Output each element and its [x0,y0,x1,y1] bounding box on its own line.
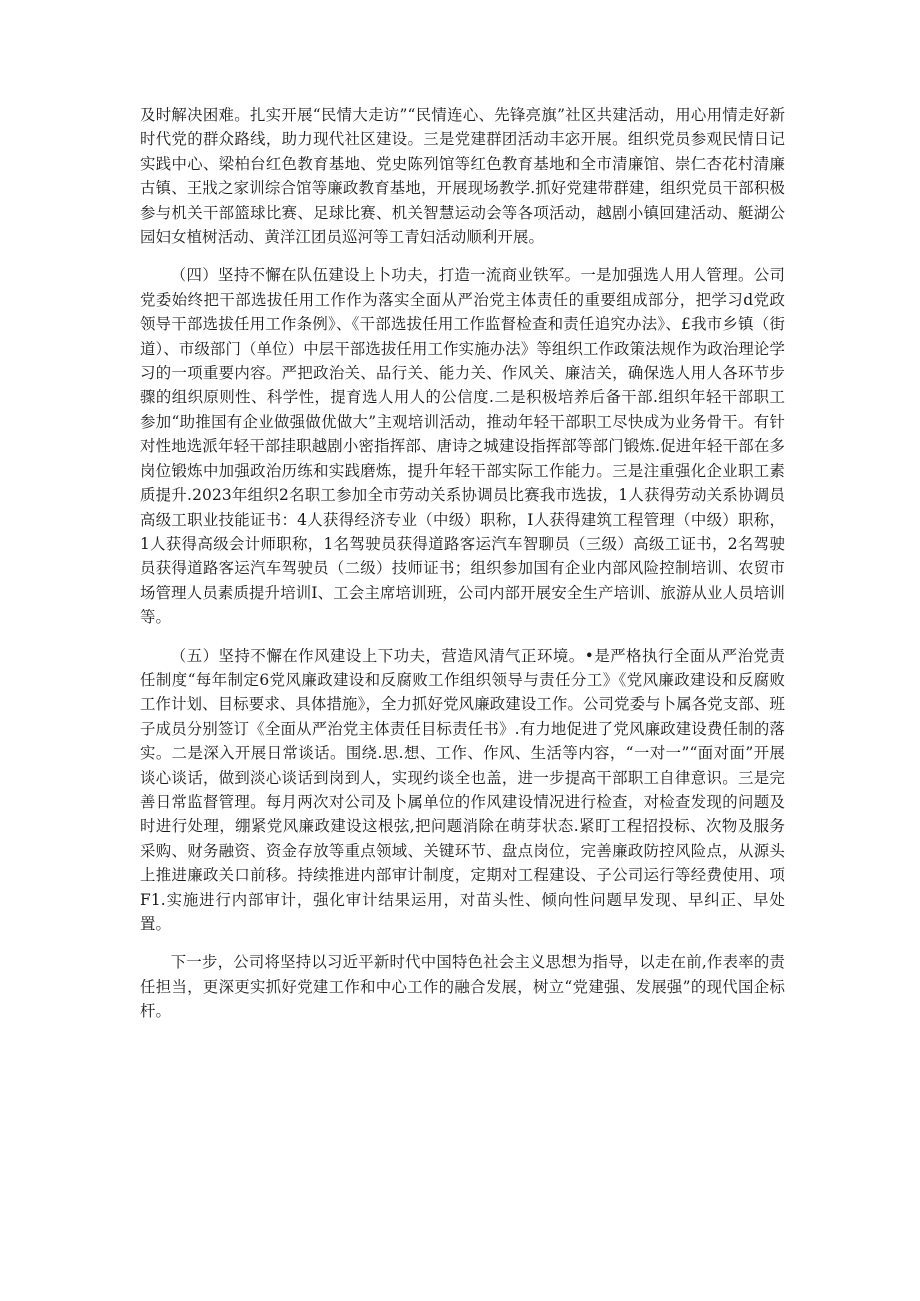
paragraph-next-steps: 下一步，公司将坚持以习近平新时代中国特色社会主义思想为指导，以走在前,作表率的责任担当，更深更实抓好党建工作和中心工作的融合发展，树立“党建强、发展强”的现代国企标杆。 [140,953,785,1021]
paragraph-community-activities: 及时解决困难。扎实开展“民情大走访”“民情连心、先锋亮旗”社区共建活动，用心用情走好新时代党的群众路线，助力现代社区建设。三是党建群团活动丰宓开展。组织党员参观民情日记实践中心、梁柏台红色教育基地、党史陈列馆等红色教育基地和全市清廉馆、崇仁杏花村清廉古镇、王戕之家训综合馆等廉政教育基地，开展现场教学.抓好党建带群建，组织党员干部积极参与机关干部篮球比赛、足球比赛、机关智慧运动会等各项活动，越剧小镇回建活动、艇湖公园妇女植树活动、黄洋江团员巡河等工青妇活动顺利开展。 [140,106,785,247]
paragraph-work-style: （五）坚持不懈在作风建设上下功夫，营造风清气正环境。•是严格执行全面从严治党责任制度“每年制定6党风廉政建设和反腐败工作组织领导与责任分工》《党风廉政建设和反腐败工作计划、目标要求、具体措施》，全力抓好党风廉政建设工作。公司党委与卜属各党支部、班子成员分别签订《全面从严治党主体责任目标责任书》.有力地促进了党风廉政建设费任制的落实。二是深入开展日常谈话。围绕.思.想、工作、作风、生活等内容，“一对一”“面对面”开展谈心谈话，做到淡心谈话到岗到人，实现约谈全也盖，进一步提高干部职工自律意识。三是完善日常监督管理。每月两次对公司及卜属单位的作风建设情况进行检查，对检查发现的问题及时进行处理，绷紧党风廉政建设这根弦,把问题消除在萌芽状态.紧盯工程招投标、次物及服务采购、财务融资、资金存放等重点领域、关键环节、盘点岗位，完善廉政防控风险点，从源头上推进廉政关口前移。持续推进内部审计制度，定期对工程建设、子公司运行等经费使用、项F1.实施进行内部审计，强化审计结果运用，对苗头性、倾向性问题早发现、早纠正、早处置。 [140,646,786,933]
paragraph-team-building: （四）坚持不懈在队伍建设上卜功夫，打造一流商业铁军。一是加强选人用人管理。公司党委始终把干部选拔任用工作作为落实全面从严治党主体责任的重要组成部分，把学习d党政领导干部选拔任用工作条例》、《干部选拔任用工作监督检查和责任追究办法》、£我市乡镇（街道）、市级部门（单位）中层干部选拔任用工作实施办法》等组织工作政策法规作为政治理论学习的一项重要内容。严把政治关、品行关、能力关、作风关、廉洁关，确保选人用人各环节步骤的组织原则性、科学性，提育选人用人的公信度.二是积极培养后备干部.组织年轻干部职工参加“助推国有企业做强做优做大”主观培训活动，推动年轻干部职工尽快成为业务骨干。有针对性地选派年轻干部挂职越剧小密指挥部、唐诗之城建设指挥部等部门锻炼.促进年轻干部在多岗位锻炼中加强政治历练和实践磨炼，提升年轻干部实际工作能力。三是注重强化企业职工素质提升.2023年组织2名职工参加全市劳动关系协调员比赛我市选拔，1人获得劳动关系协调员高级工职业技能证书：4人获得经济专业（中级）职称，I人获得建筑工程管理（中级）职称，1人获得高级会计师职称，1名驾驶员获得道路客运汽车智聊员（三级）高级工证书，2名驾驶员获得道路客运汽车驾驶员（二级）技师证书；组织参加国有企业内部风险控制培训、农贸市场管理人员素质提升培训I、工会主席培训班，公司内部开展安全生产培训、旅游从业人员培训等。 [140,266,786,627]
document-body [140,103,785,1038]
